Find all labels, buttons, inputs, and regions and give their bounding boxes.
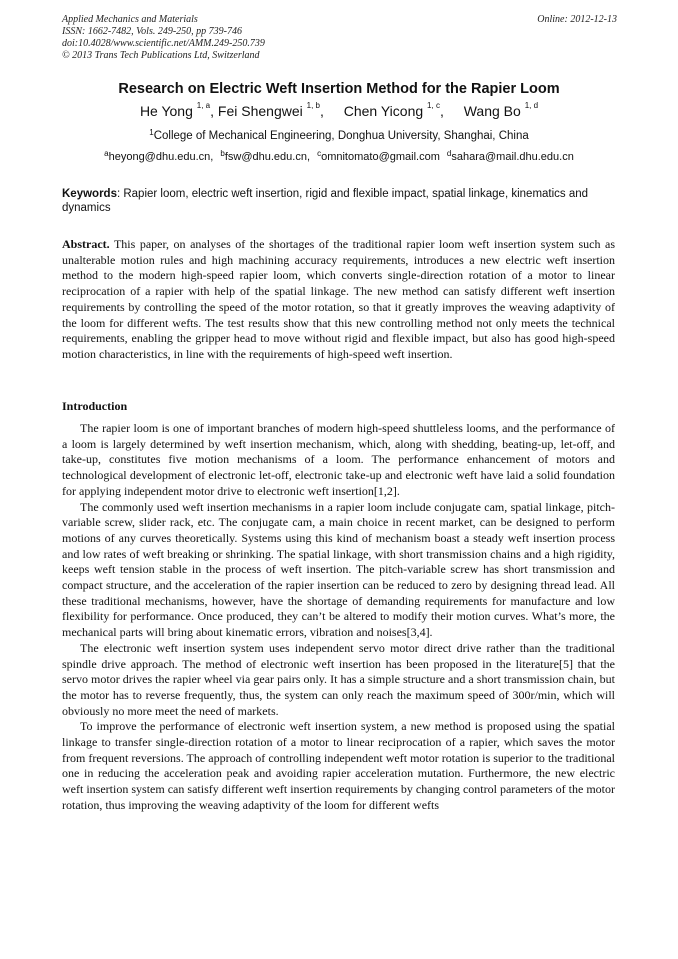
- affiliation: [0, 130, 678, 142]
- issn-line: ISSN: 1662-7482, Vols. 249-250, pp 739-746: [62, 26, 242, 37]
- abstract: [62, 237, 615, 363]
- keywords-text: : Rapier loom, electric weft insertion, rigid and flexible impact, spatial linkage, kinematics and dynamics: [62, 188, 589, 214]
- author-affiliation-mark: 1, d: [524, 101, 539, 110]
- email-address[interactable]: fsw@dhu.edu.cn,: [224, 151, 311, 163]
- abstract-label: Abstract.: [62, 237, 110, 251]
- email-address[interactable]: sahara@mail.dhu.edu.cn: [451, 151, 574, 163]
- abstract-text: This paper, on analyses of the shortages of the traditional rapier loom weft insertion system such as unalterable motion rules and high machining accuracy requirements, introduces a new electric weft insertion method to the modern high-speed rapier loom, which converts single-direction rotation of a motor to linear reciprocation of a rapier with help of the spatial linkage. The new method can satisfy different weft insertion requirements by controlling the speed of the motor rotation, so that it greatly improves the weaving adaptivity of the loom for different wefts. The test results show that this new controlling method not only meets the technical requirements, enabling the gripper head to move without rigid and flexible impact, but also has good high-speed motion characteristics, in line with the requirements of high-speed weft insertion.: [62, 237, 615, 361]
- paper-title: Research on Electric Weft Insertion Method for the Rapier Loom: [118, 81, 560, 97]
- paragraph: The rapier loom is one of important branches of modern high-speed shuttleless looms, and the performance of a loom is largely determined by weft insertion mechanism, which, along with shedding, beating-up, let-off, and take-up, constitutes five motion mechanisms of a loom. The performance enhancement of motors and technological development of electronic let-off, electronic take-up and electronic weft have laid a solid foundation for applying independent motor drive to electronic weft insertion[1,2].: [62, 421, 615, 498]
- copyright-line: © 2013 Trans Tech Publications Ltd, Switzerland: [62, 50, 260, 61]
- author-list: He Yong $^{1, a}$, Fei Shengwei $^{1, b}$, Chen Yicong $^{1, c}$, Wang Bo $^{1, d}$: [139, 101, 539, 119]
- author-affiliation-mark: 1, b: [306, 101, 320, 110]
- email-mark: b: [220, 149, 225, 158]
- paragraph: The electronic weft insertion system uses independent servo motor direct drive rather than the traditional spindle drive approach. The method of electronic weft insertion has been proposed in the literature[5] that the servo motor drives the rapier wheel via gear pairs only. It has a simple structure and a short transmission chain, but the motor has to reverse frequently, thus, the system can only reach the maximum speed of 300r/min, which will obviously no more meet the need of markets.: [62, 640, 615, 718]
- author-name: Chen Yicong: [343, 103, 424, 119]
- affiliation-text: College of Mechanical Engineering, Donghua University, Shanghai, China: [153, 130, 529, 142]
- email-address[interactable]: heyong@dhu.edu.cn,: [108, 151, 214, 163]
- author-affiliation-mark: 1, c: [427, 101, 440, 110]
- email-address[interactable]: omnitomato@gmail.com: [321, 151, 440, 163]
- section-heading-introduction: Introduction: [62, 399, 128, 413]
- affiliation-mark: 1: [149, 128, 154, 137]
- journal-name: Applied Mechanics and Materials: [62, 14, 198, 25]
- author-affiliation-mark: 1, a: [196, 101, 211, 110]
- journal-header: [62, 14, 617, 62]
- email-list: [0, 151, 678, 163]
- keywords: [62, 187, 615, 215]
- author-name: He Yong: [139, 103, 193, 119]
- paragraph: To improve the performance of electronic weft insertion system, a new method is proposed using the spatial linkage to transfer single-direction rotation of a motor to linear reciprocation of a rapier, which saves the motor from frequent reversions. The approach of controlling independent weft motor rotation is superior to the traditional one in reducing the acceleration peak and avoiding rapier acceleration mutation. Furthermore, the new electric weft insertion system can satisfy different weft insertion requirements by changing control parameters of the motor rotation, thus improving the weaving adaptivity of the loom for different wefts: [62, 719, 615, 812]
- online-date: Online: 2012-12-13: [537, 14, 617, 25]
- introduction-body: [62, 421, 615, 814]
- paragraph: The commonly used weft insertion mechanisms in a rapier loom include conjugate cam, spatial linkage, pitch-variable screw, slider rack, etc. The conjugate cam, a main choice in recent market, can be designed to perform motions of any curves theoretically. Systems using this kind of mechanism boast a steady weft insertion process and low rates of weft breaking or shrinking. The spatial linkage, with short transmission chains and a high rigidity, keeps weft tension stable in the process of weft insertion. The pitch-variable screw has short transmission and compact structure, and the acceleration of the rapier insertion can be reduced to zero by designing thread lead. All these traditional mechanisms, however, have the shortage of demanding requirements for manufacture and low flexibility for performance. Once produced, they can’t be altered to modify their motion curves. What’s more, the mechanical parts will bring about kinematic errors, vibration and noises[3,4].: [62, 499, 615, 640]
- author-name: Wang Bo: [463, 103, 521, 119]
- email-mark: d: [446, 149, 452, 158]
- email-mark: c: [317, 149, 322, 158]
- email-mark: a: [104, 149, 109, 158]
- author-name: Fei Shengwei: [217, 103, 303, 119]
- doi-line[interactable]: doi:10.4028/www.scientific.net/AMM.249-250.739: [62, 38, 265, 49]
- keywords-label: Keywords: [62, 188, 117, 200]
